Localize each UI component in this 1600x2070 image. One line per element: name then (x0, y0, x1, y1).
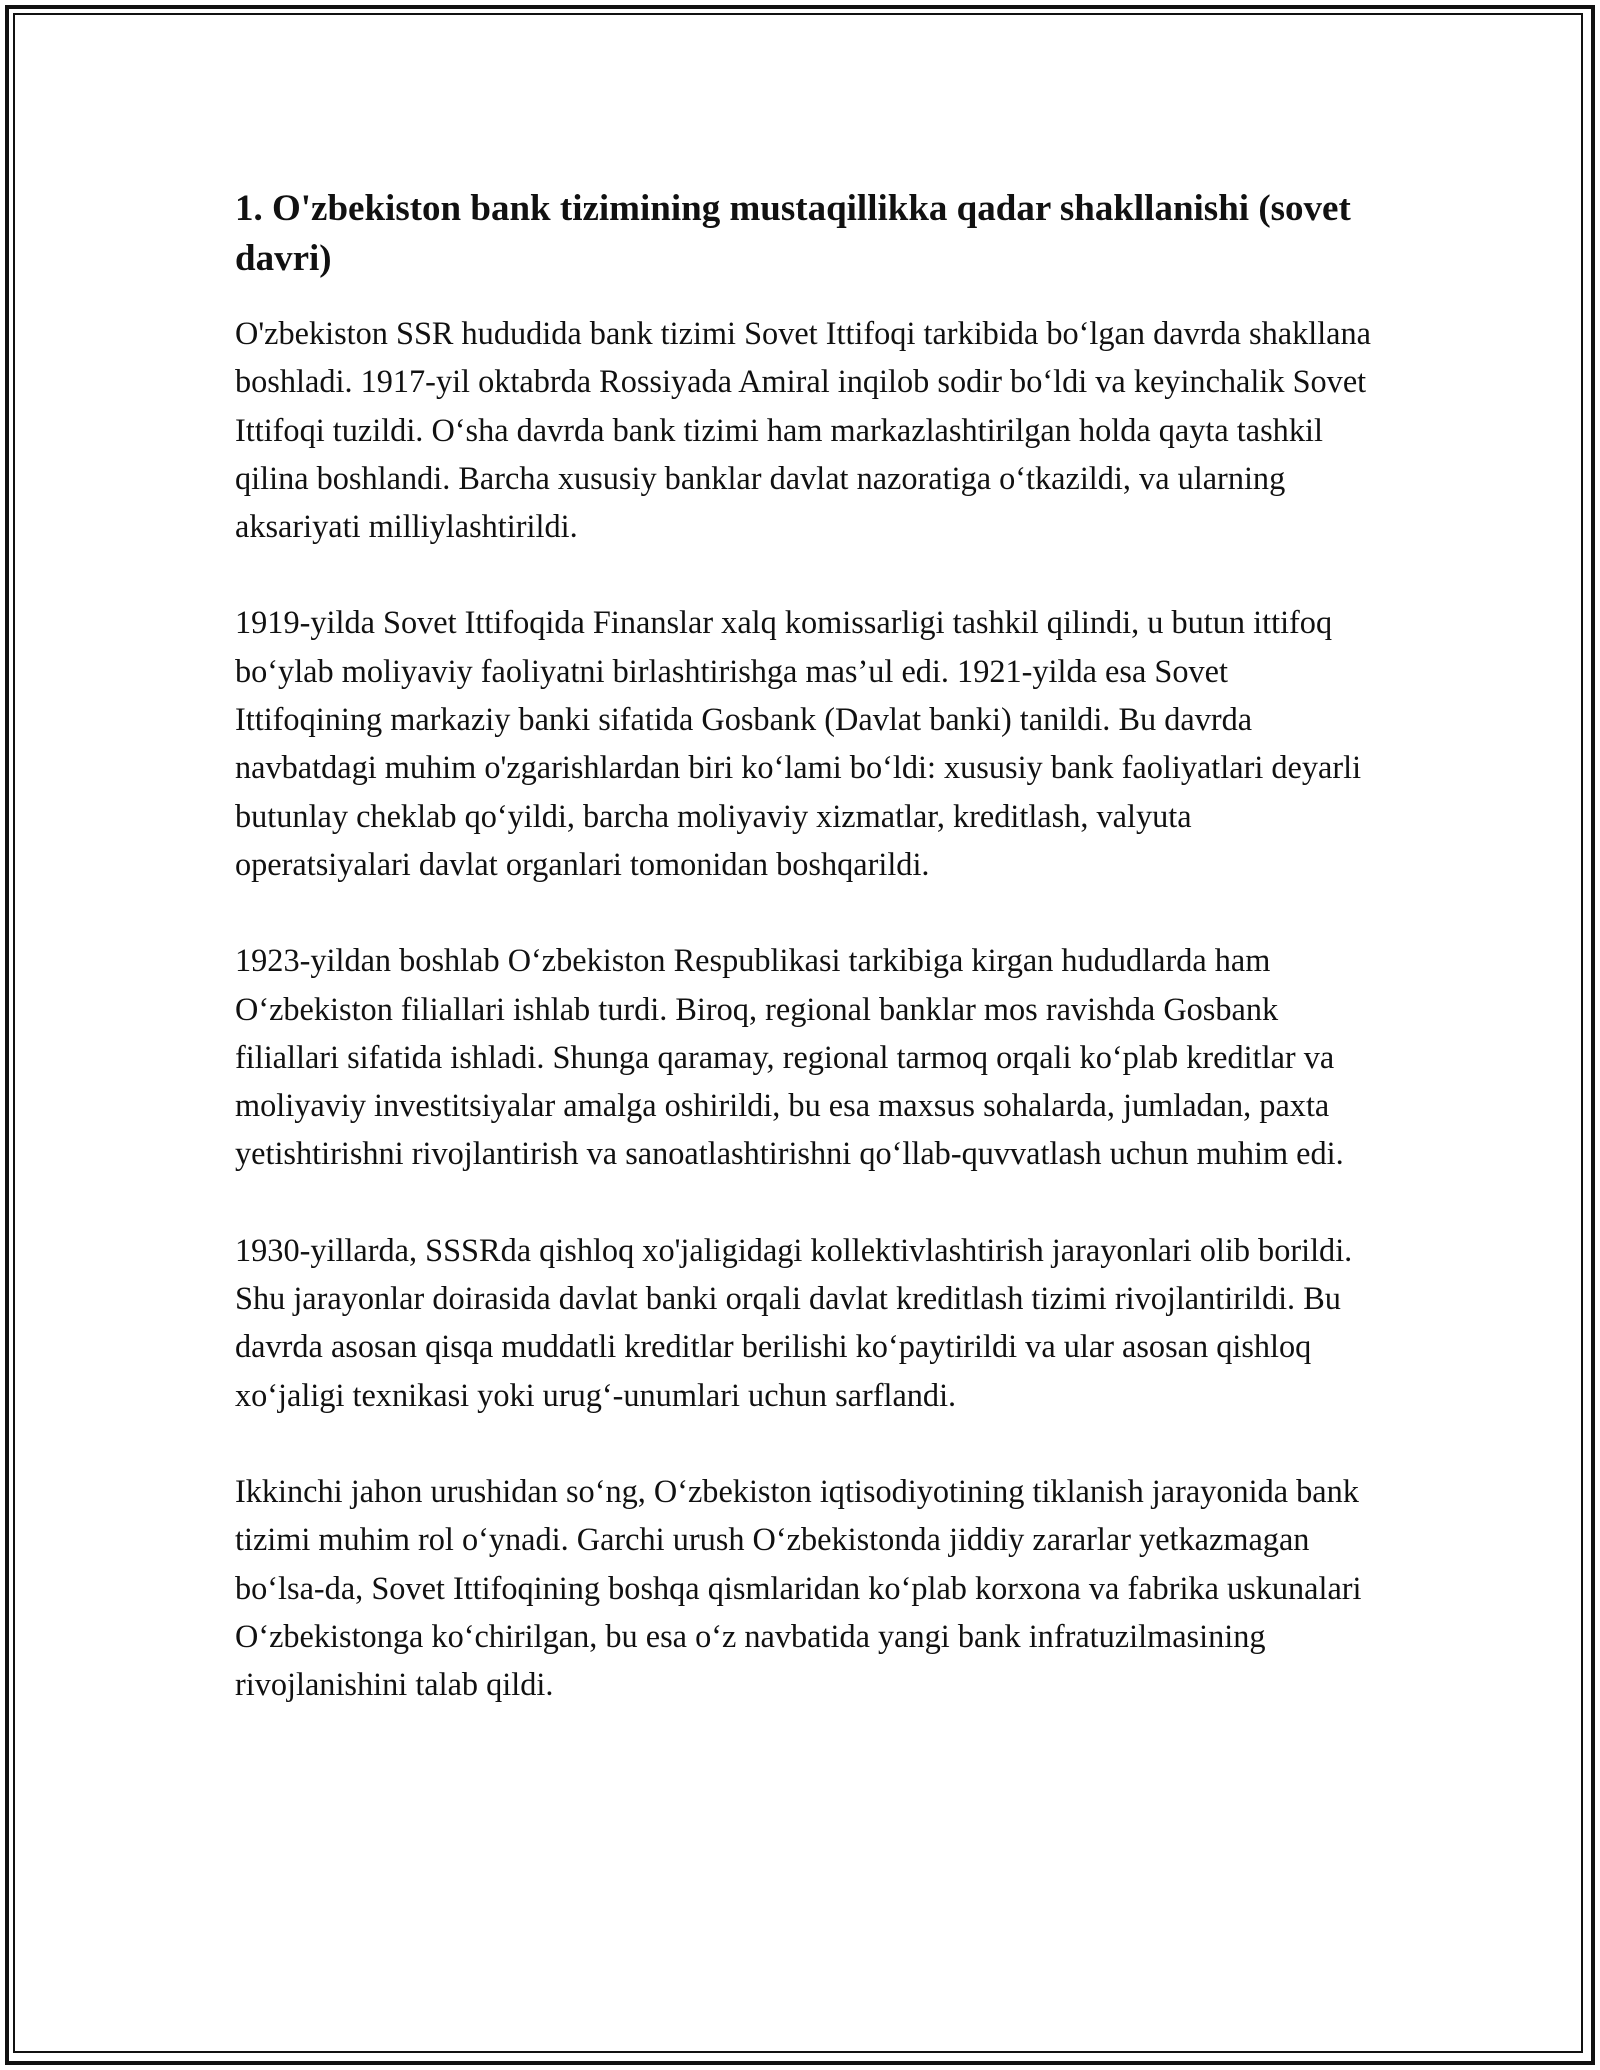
document-body (235, 184, 1375, 1756)
paragraph-5: Ikkinchi jahon urushidan so‘ng, O‘zbekiston iqtisodiyotining tiklanish jarayonida bank tizimi muhim rol o‘ynadi. Garchi urush O‘zbekistonda jiddiy zararlar yetkazmagan bo‘lsa-da, Sovet Ittifoqining boshqa qismlaridan ko‘plab korxona va fabrika uskunalari O‘zbekistonga ko‘chirilgan, bu esa o‘z navbatida yangi bank infratuzilmasining rivojlanishini talab qildi. (235, 1472, 1362, 1703)
section-heading: 1. O'zbekiston bank tizimining mustaqillikka qadar shakllanishi (sovet davri) (235, 188, 1351, 279)
paragraph-4: 1930-yillarda, SSSRda qishloq xo'jaligidagi kollektivlashtirish jarayonlari olib borildi. Shu jarayonlar doirasida davlat banki orqali davlat kreditlash tizimi rivojlantirildi. Bu davrda asosan qisqa muddatli kreditlar berilishi ko‘paytirildi va ular asosan qishloq xo‘jaligi texnikasi yoki urug‘-unumlari uchun sarflandi. (235, 1231, 1353, 1413)
paragraph-1: O'zbekiston SSR hududida bank tizimi Sovet Ittifoqi tarkibida bo‘lgan davrda shakllana boshladi. 1917-yil oktabrda Rossiyada Amiral inqilob sodir bo‘ldi va keyinchalik Sovet Ittifoqi tuzildi. O‘sha davrda bank tizimi ham markazlashtirilgan holda qayta tashkil qilina boshlandi. Barcha xususiy banklar davlat nazoratiga o‘tkazildi, va ularning aksariyati milliylashtirildi. (235, 315, 1372, 545)
paragraph-3: 1923-yildan boshlab O‘zbekiston Respublikasi tarkibiga kirgan hududlarda ham O‘zbekiston filiallari ishlab turdi. Biroq, regional banklar mos ravishda Gosbank filiallari sifatida ishladi. Shunga qaramay, regional tarmoq orqali ko‘plab kreditlar va moliyaviy investitsiyalar amalga oshirildi, bu esa maxsus sohalarda, jumladan, paxta yetishtirishni rivojlantirish va sanoatlashtirishni qo‘llab-quvvatlash uchun muhim edi. (235, 942, 1344, 1172)
paragraph-2: 1919-yilda Sovet Ittifoqida Finanslar xalq komissarligi tashkil qilindi, u butun ittifoq bo‘ylab moliyaviy faoliyatni birlashtirishga mas’ul edi. 1921-yilda esa Sovet Ittifoqining markaziy banki sifatida Gosbank (Davlat banki) tanildi. Bu davrda navbatdagi muhim o'zgarishlardan biri ko‘lami bo‘ldi: xususiy bank faoliyatlari deyarli butunlay cheklab qo‘yildi, barcha moliyaviy xizmatlar, kreditlash, valyuta operatsiyalari davlat organlari tomonidan boshqarildi. (235, 604, 1362, 882)
